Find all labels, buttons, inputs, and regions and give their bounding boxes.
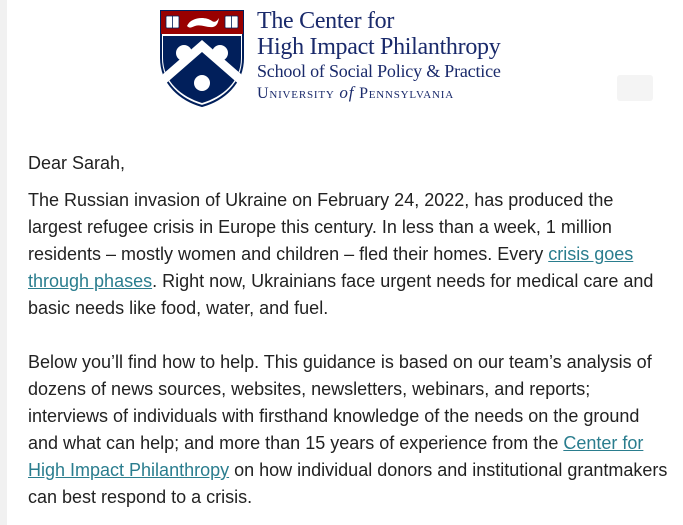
brand-text xyxy=(257,8,547,105)
chip-link[interactable]: Center for High Impact Philanthropy xyxy=(28,433,644,480)
left-rail xyxy=(0,0,7,525)
overlay-control[interactable] xyxy=(617,75,653,101)
penn-shield-logo xyxy=(157,8,247,108)
center-name-line1: The Center for xyxy=(257,8,395,34)
greeting: Dear Sarah, xyxy=(28,153,126,173)
paragraph-1: The Russian invasion of Ukraine on February 24, 2022, has produced the largest refugee crisis in Europe this century. In less than a week, 1 million residents – mostly women and children – fled their homes. Every crisis goes through phases. Right now, Ukrainians face urgent needs for medical care and basic needs like food, water, and fuel. xyxy=(28,190,654,318)
center-name-line2: High Impact Philanthropy xyxy=(257,34,501,60)
email-body xyxy=(28,150,668,511)
paragraph-2: Below you’ll find how to help. This guidance is based on our team’s analysis of dozens of news sources, websites, newsletters, webinars, and reports; interviews of individuals with firsthand knowledge of the needs on the ground and what can help; and more than 15 years of experience from the Center for High Impact Philanthropy on how individual donors and institutional grantmakers can best respond to a crisis. xyxy=(28,352,668,507)
university-name: University of Pennsylvania xyxy=(257,83,454,102)
email-header xyxy=(157,8,537,110)
school-name: School of Social Policy & Practice xyxy=(257,61,501,81)
crisis-phases-link[interactable]: crisis goes through phases xyxy=(28,244,634,291)
